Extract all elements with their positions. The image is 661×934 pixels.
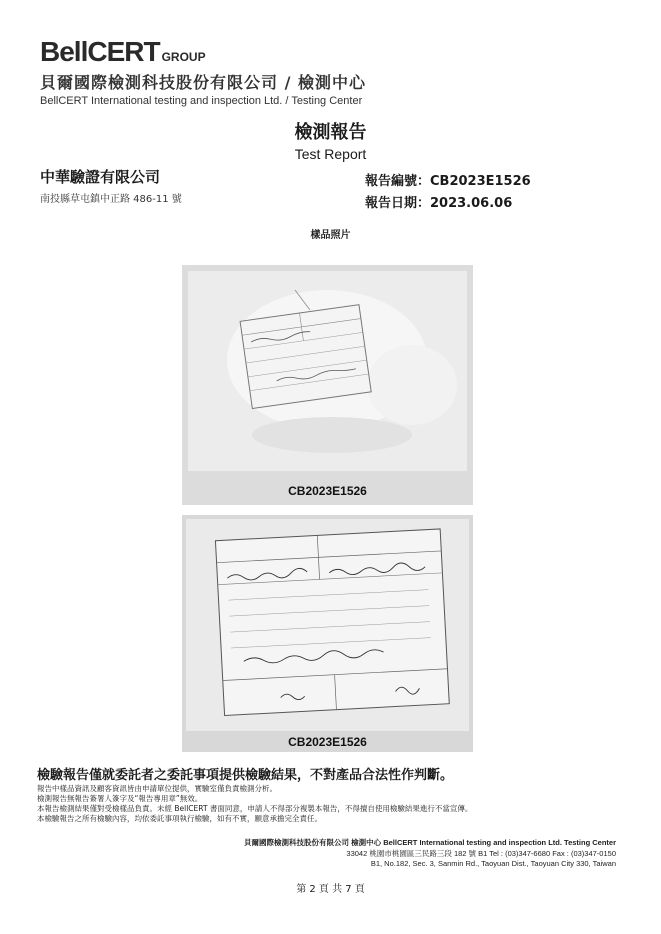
sample-photo-2-caption: CB2023E1526 xyxy=(288,735,367,749)
sample-photo-1 xyxy=(182,265,473,505)
report-number: 報告編號：CB2023E1526 xyxy=(365,174,531,189)
client-name: 中華驗證有限公司 xyxy=(40,168,161,186)
footer-company: 貝爾國際檢測科技股份有限公司 檢測中心 BellCERT International testing and inspection Ltd. Testing Center xyxy=(244,838,616,847)
page-number: 第 2 頁 共 7 頁 xyxy=(296,884,365,895)
disclaimer-line-4: 本檢驗報告之所有檢驗內容，均依委託事項執行檢驗，如有不實，願意承擔完全責任。 xyxy=(37,814,322,823)
footer-address-zh: 33042 桃園市桃園區三民路三段 182 號 B1 Tel : (03)347-6680 Fax : (03)347-0150 xyxy=(346,849,616,858)
disclaimer-line-3: 本報告檢測結果僅對受檢樣品負責。未經 BellCERT 書面同意，申請人不得部分複製本報告，不得擅自使用檢驗結果進行不當宣傳。 xyxy=(37,804,473,813)
client-address: 南投縣草屯鎮中正路 486-11 號 xyxy=(40,194,182,205)
disclaimer-line-2: 檢測報告無報告簽署人簽字及“報告專用章”無效。 xyxy=(37,794,203,803)
sample-photo-2 xyxy=(182,515,473,752)
report-title-zh: 檢測報告 xyxy=(294,122,367,143)
sample-photo-1-image xyxy=(182,265,473,505)
disclaimer-heading: 檢驗報告僅就委託者之委託事項提供檢驗結果，不對產品合法性作判斷。 xyxy=(37,768,454,783)
report-date: 報告日期：2023.06.06 xyxy=(365,196,513,211)
company-name-zh: 貝爾國際檢測科技股份有限公司 / 檢測中心 xyxy=(40,73,366,92)
sample-photo-label: 樣品照片 xyxy=(310,230,351,241)
sample-photo-2-image xyxy=(182,515,473,752)
report-title-en: Test Report xyxy=(294,146,367,162)
footer-address-en: B1, No.182, Sec. 3, Sanmin Rd., Taoyuan Dist., Taoyuan City 330, Taiwan xyxy=(370,859,616,868)
company-name-en: BellCERT International testing and inspection Ltd. / Testing Center xyxy=(40,95,363,107)
disclaimer-line-1: 報告中樣品資訊及顧客資訊皆由申請單位提供，實驗室僅負責檢測分析。 xyxy=(37,784,277,793)
company-logo: BellCERT GROUP xyxy=(40,36,206,67)
sample-photo-1-caption: CB2023E1526 xyxy=(288,484,367,498)
